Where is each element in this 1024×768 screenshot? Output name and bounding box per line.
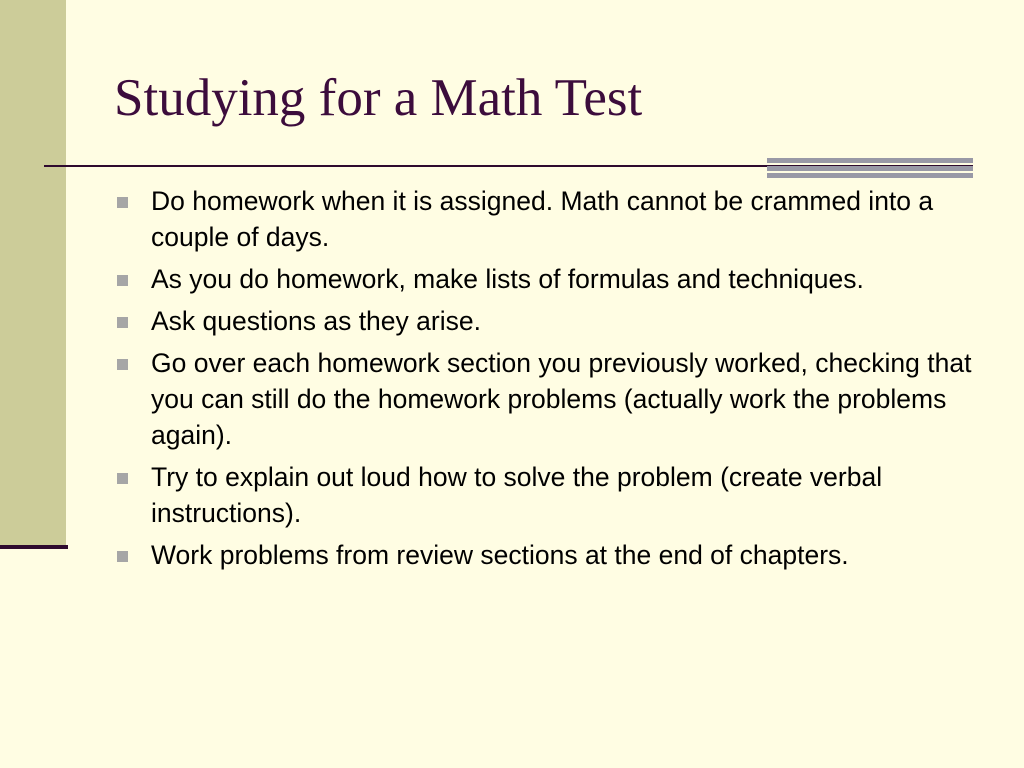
bullet-item <box>116 183 976 255</box>
left-bar-accent-line <box>0 545 68 549</box>
bullet-item <box>116 303 976 339</box>
bullet-text: Work problems from review sections at the end of chapters. <box>151 540 849 570</box>
bullet-item <box>116 537 976 573</box>
bullet-text: As you do homework, make lists of formulas and techniques. <box>151 264 864 294</box>
bullet-text: Try to explain out loud how to solve the problem (create verbal instructions). <box>151 462 883 528</box>
square-bullet-icon <box>117 317 128 328</box>
bullet-text: Go over each homework section you previously worked, checking that you can still do the homework problems (actually work the problems again). <box>151 348 972 450</box>
corner-stripes-decoration <box>767 158 973 180</box>
slide-title: Studying for a Math Test <box>114 69 643 127</box>
square-bullet-icon <box>117 275 128 286</box>
corner-stripe <box>767 173 973 178</box>
bullet-text: Do homework when it is assigned. Math cannot be crammed into a couple of days. <box>151 186 934 252</box>
square-bullet-icon <box>117 473 128 484</box>
left-decorative-bar <box>0 0 66 547</box>
bullet-item <box>116 261 976 297</box>
corner-stripe <box>767 158 973 163</box>
bullet-item <box>116 345 976 453</box>
bullet-text: Ask questions as they arise. <box>151 306 481 336</box>
square-bullet-icon <box>117 197 128 208</box>
square-bullet-icon <box>117 551 128 562</box>
square-bullet-icon <box>117 359 128 370</box>
bullet-item <box>116 459 976 531</box>
corner-stripe <box>767 166 973 171</box>
bullet-list <box>116 183 976 579</box>
